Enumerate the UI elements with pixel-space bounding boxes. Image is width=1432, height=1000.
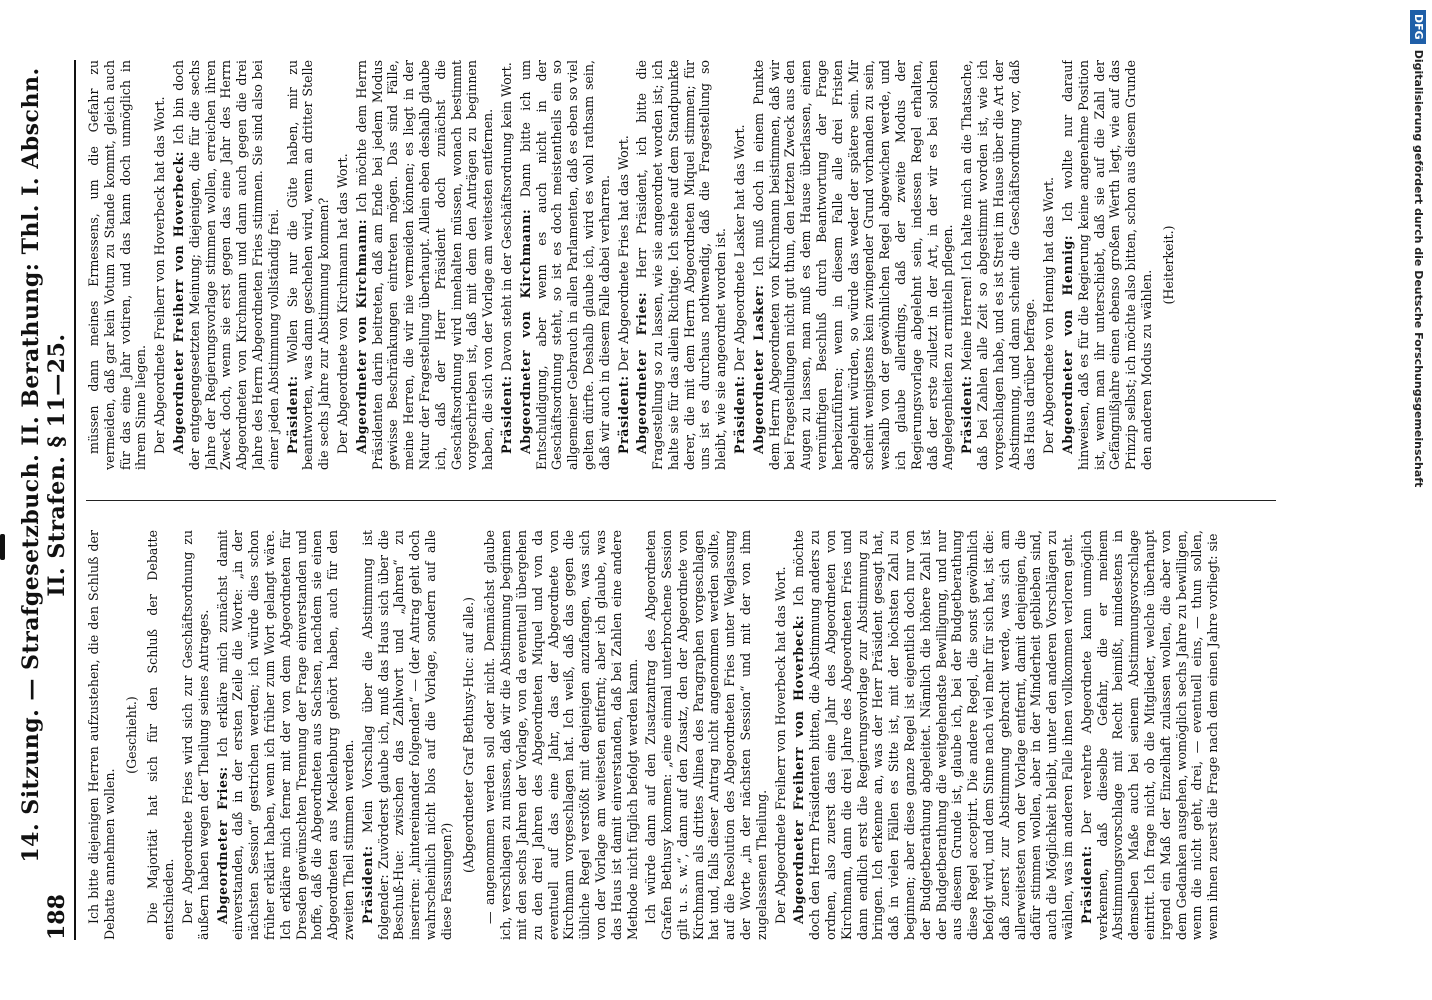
- speaker-name: Abgeordneter Fries:: [634, 291, 650, 454]
- speech-paragraph: [634, 60, 729, 470]
- speaker-name: Präsident:: [959, 375, 975, 454]
- speech-paragraph: [791, 530, 1075, 940]
- speech-paragraph: [959, 60, 1038, 470]
- speech-text: Wollen Sie nur die Güte haben, mir zu beantworten, was dann geschehen wird, wenn an dritter Stelle die sechs Jahre zur Abstimmung kommen?: [284, 60, 332, 470]
- dfg-logo: DFG: [1410, 10, 1426, 44]
- speech-text: Ich muß doch in einem Punkte dem Herrn Abgeordneten von Kirchmann beistimmen, daß wir bei Fragestellungen nicht gut thun, den letzten Zweck aus den Augen zu lassen, man muß es dem Hause überlassen, einen vernünftigen Beschluß durch Beantwortung der Frage herbeizuführen; wenn in diesem Falle alle drei Fristen abgelehnt würden, so würde das weder der spätere sein. Mir scheint wenigstens kein zwingender Grund vorhanden zu sein, weshalb von der gewöhnlichen Regel abgewichen werde, und ich glaube allerdings, daß der zweite Modus der Regierungsvorlage abgelehnt sein, indessen Regel erhalten, daß der erste zuletzt in der Art, in der wir es bei solchen Angelegenheiten zu ermitteln pflegen.: [750, 60, 956, 470]
- side-notice-text: [1408, 10, 1428, 990]
- speech-paragraph: [285, 60, 332, 470]
- speaker-name: Präsident:: [498, 375, 514, 454]
- speech-paragraph: [1060, 60, 1155, 470]
- speech-text: Meine Herren! Ich halte mich an die Thatsache, daß bei Zahlen alle Zeit so abgestimmt worden ist, wie ich vorgeschlagen habe, und es ist Streit im Hause über die Art der Abstimmung, und dann scheint die Geschäftsordnung vor, daß das Haus darüber befrage.: [959, 60, 1038, 470]
- speech-text: Ich möchte doch den Herrn Präsidenten bitten, die Abstimmung anders zu ordnen, also zuerst das eine Jahr des Abgeordneten von Kirchmann, dann die drei Jahre des Abgeordneten Fries und dann endlich erst die Regierungsvorlage zur Abstimmung zu bringen. Ich erkenne an, was der Herr Präsident gesagt hat, daß in vielen Fällen es Sitte ist, mit der höchsten Zahl zu beginnen; aber diese ganze Regel ist eigentlich doch nur von der Budgetberathung abgeleitet. Nämlich die höhere Zahl ist der Budgetberathung die weitgehendste Bewilligung, und nur aus diesem Grunde ist, glaube ich, bei der Budgetberathung diese Regel acceptirt. Die andere Regel, die sonst gewöhnlich befolgt wird, und dem Sinne nach viel mehr für sich hat, ist die: daß zuerst zur Abstimmung gebracht werde, was sich am allerweitesten von der Vorlage entfernt, damit denjenigen, die dafür stimmen wollen, aber in der Minderheit geblieben sind, auch die Möglichkeit bleibt, unter den anderen Vorschlägen zu wählen, was im anderen Falle ihnen vollkommen verloren geht.: [791, 530, 1076, 940]
- right-column: [86, 60, 1286, 470]
- scan-edge-mark: [0, 534, 5, 560]
- speaker-name: Präsident:: [732, 375, 748, 454]
- speech-text: Der Abgeordnete Fries hat das Wort.: [615, 135, 631, 372]
- text-paragraph: Ich würde dann auf den Zusatzantrag des Abgeordneten Grafen Bethusy kommen: „eine einmal unterbrochene Session gilt u. s. w.“, dann auf den Zusatz, den der Abgeordnete von Kirchmann als drittes Alinea des Paragraphen vorgeschlagen hat und, falls dieser Antrag nicht angenommen werden sollte, auf die Resolution des Abgeordneten Fries unter Weglassung der Worte „in der nächsten Session“ und mit der von ihm zugelassenen Theilung.: [643, 530, 769, 940]
- left-column: [86, 530, 1286, 940]
- speech-paragraph: [499, 60, 515, 470]
- text-paragraph: Die Majorität hat sich für den Schluß der Debatte entschieden.: [145, 530, 177, 940]
- text-paragraph: müssen dann meines Ermessens, um die Gefahr zu vermeiden, daß gar kein Votum zu Stande kommt, gleich auch für das eine Jahr votiren, und das kann doch unmöglich in ihrem Sinne liegen.: [86, 60, 149, 470]
- speaker-name: Abgeordneter Freiherr von Hoverbeck:: [791, 614, 807, 924]
- text-paragraph: Der Abgeordnete Fries wird sich zur Geschäftsordnung zu äußern haben wegen der Theilung seines Antrages.: [179, 530, 211, 940]
- speaker-name: Präsident:: [615, 375, 631, 454]
- text-paragraph: Der Abgeordnete von Kirchmann hat das Wort.: [334, 153, 350, 454]
- speech-text: Ich möchte dem Herrn Präsidenten darin beitreten, daß am Ende bei jedem Modus gewisse Beschränkungen eintreten mögen. Das sind Fälle, meine Herren, die wir nie vermeiden können; es liegt in der Natur der Fragestellung überhaupt. Allein eben deshalb glaube ich, daß der Herr Präsident doch zunächst die Geschäftsordnung wird innehalten müssen, wonach bestimmt vorgeschrieben ist, daß mit dem den Anträgen zu beginnen haben, die sich von der Vorlage am weitesten entfernen.: [353, 60, 496, 470]
- stage-direction: (Geschieht.): [123, 696, 139, 774]
- speech-text: Dann bitte ich um Entschuldigung, aber wenn es auch nicht in der Geschäftsordnung steht, so ist es doch meistentheils ein so allgemeiner Gebrauch in allen Parlamenten, daß es eben so viel gelten dürfte. Deshalb glaube ich, wird es wohl rathsam sein, daß wir auch in diesem Falle dabei verharren.: [517, 60, 612, 470]
- speech-text: Ich wollte nur darauf hinweisen, daß es für die Regierung keine angenehme Position ist, wenn man ihr unterschiebt, daß sie auf die Zahl der Gefängnißjahre einen ebenso großen Werth legt, wie auf das Prinzip selbst; ich möchte also bitten, schon aus diesem Grunde den anderen Modus zu wählen.: [1060, 60, 1154, 470]
- speech-paragraph: [171, 60, 282, 470]
- speech-paragraph: [354, 60, 496, 470]
- stage-direction: (Abgeordneter Graf Bethusy-Huc: auf alle.): [460, 596, 476, 874]
- speech-paragraph: [732, 60, 748, 470]
- speaker-name: Abgeordneter Lasker:: [750, 284, 766, 454]
- side-notice: [1412, 10, 1432, 990]
- speech-text: Mein Vorschlag über die Abstimmung ist folgender: Zuvörderst glaube ich, muß das Haus sich über die Beschuß-Hue: zwischen das Zahlwort und „Jahren“ zu inseriren: „hintereinander folgenden“ — (der Antrag geht doch wahrscheinlich nicht blos auf die Vorlage, sondern auf alle diese Fassungen?): [359, 530, 454, 940]
- funding-notice: Digitalisierung gefördert durch die Deutsche Forschungsgemeinschaft: [1412, 49, 1425, 488]
- column-divider: [86, 500, 1276, 501]
- speaker-name: Abgeordneter von Kirchmann:: [517, 208, 533, 454]
- speaker-name: Abgeordneter von Kirchmann:: [353, 218, 369, 454]
- speech-paragraph: [616, 60, 632, 470]
- page-header: [18, 60, 70, 940]
- speaker-name: Abgeordneter Fries:: [214, 766, 230, 924]
- header-rule: [74, 60, 76, 940]
- text-paragraph: Der Abgeordnete Freiherr von Hoverbeck hat das Wort.: [772, 566, 788, 924]
- text-paragraph: Ich bitte diejenigen Herren aufzustehen, die den Schluß der Debatte annehmen wollen.: [86, 530, 117, 940]
- speaker-name: Abgeordneter Freiherr von Hoverbeck:: [170, 150, 186, 454]
- speech-text: Ich erkläre mich zunächst damit einverstanden, daß in der ersten Zeile die Worte: „in der nächsten Session“ gestrichen werden; ich würde dies schon früher erklärt haben, wenn ich früher zum Wort gelangt wäre. Ich erkläre mich ferner mit der von dem Abgeordneten für Dresden gewünschten Trennung der Frage einverstanden und hoffe, daß die Abgeordneten aus Sachsen, nachdem sie einen Abgeordneten aus Mecklenburg gehört haben, auch für den zweiten Theil stimmen werden.: [214, 530, 356, 940]
- text-paragraph: — angenommen werden soll oder nicht. Demnächst glaube ich, verschlagen zu müssen, daß wir die Abstimmung beginnen mit den sechs Jahren der Vorlage, von da eventuell übergehen zu den drei Jahren des Abgeordneten Miquel und von da eventuell auf das eine Jahr, das der Abgeordnete von Kirchmann vorgeschlagen hat. Ich weiß, daß das gegen die übliche Regel verstößt mit denjenigen anzufangen, was sich von der Vorlage am weitesten entfernt; aber ich glaube, was das Haus ist damit einverstanden, daß bei Zahlen eine andere Methode nicht füglich befolgt werden kann.: [482, 530, 640, 940]
- running-title: 14. Sitzung. — Strafgesetzbuch. II. Berathung: Thl. I. Abschn. II. Strafen. § 11—25.: [18, 67, 70, 863]
- speech-paragraph: [360, 530, 455, 940]
- speech-text: Ich bin doch der entgegengesetzten Meinung; diejenigen, die für die sechs Jahre der Regierungsvorlage stimmen wollen, erreichen ihren Zweck doch, wenn sie erst gegen das eine Jahr des Herrn Abgeordneten von Kirchmann und dann auch gegen die drei Jahre des Herrn Abgeordneten Fries stimmen. Sie sind also bei einer jeden Abstimmung vollständig frei.: [170, 60, 281, 470]
- speech-paragraph: [751, 60, 956, 470]
- speech-paragraph: [1079, 530, 1221, 940]
- speaker-name: Präsident:: [1078, 845, 1094, 924]
- text-paragraph: Der Abgeordnete von Hennig hat das Wort.: [1041, 176, 1057, 454]
- speech-text: Herr Präsident, ich bitte die Fragestellung so zu lassen, wie sie angeordnet worden ist; ich halte sie für das allein Richtige. Ich stehe auf dem Standpunkte derer, die mit dem Herrn Abgeordneten Miquel stimmen; für uns ist es durchaus nothwendig, daß die Fragestellung so bleibt, wie sie angeordnet worden ist.: [634, 60, 729, 470]
- text-paragraph: Der Abgeordnete Freiherr von Hoverbeck hat das Wort.: [152, 96, 168, 454]
- speaker-name: Präsident:: [284, 375, 300, 454]
- speech-paragraph: [518, 60, 613, 470]
- speech-text: Der verehrte Abgeordnete kann unmöglich verkennen, daß dieselbe Gefahr, die er meinem Abstimmungsvorschlage mit Recht beimißt, mindestens in demselben Maße auch bei seinem Abstimmungsvorschlage eintritt. Ich frage nicht, ob die Mitglieder, welche überhaupt irgend ein Maß der Einzelhaft zulassen wollen, die aber von dem Gedanken ausgehen, womöglich sechs Jahre zu bewilligen, wenn die nicht geht, drei, — eventuell eins, — thun sollen, wenn ihnen zuerst die Frage nach dem einen Jahre vorliegt: sie: [1078, 530, 1221, 940]
- speech-text: Davon steht in der Geschäftsordnung kein Wort.: [498, 62, 514, 372]
- speaker-name: Abgeordneter von Hennig:: [1060, 234, 1076, 454]
- stage-direction: (Heiterkeit.): [1160, 225, 1176, 305]
- speaker-name: Präsident:: [359, 845, 375, 924]
- speech-text: Der Abgeordnete Lasker hat das Wort.: [732, 124, 748, 372]
- speech-paragraph: [215, 530, 357, 940]
- page-number: 188: [44, 894, 70, 940]
